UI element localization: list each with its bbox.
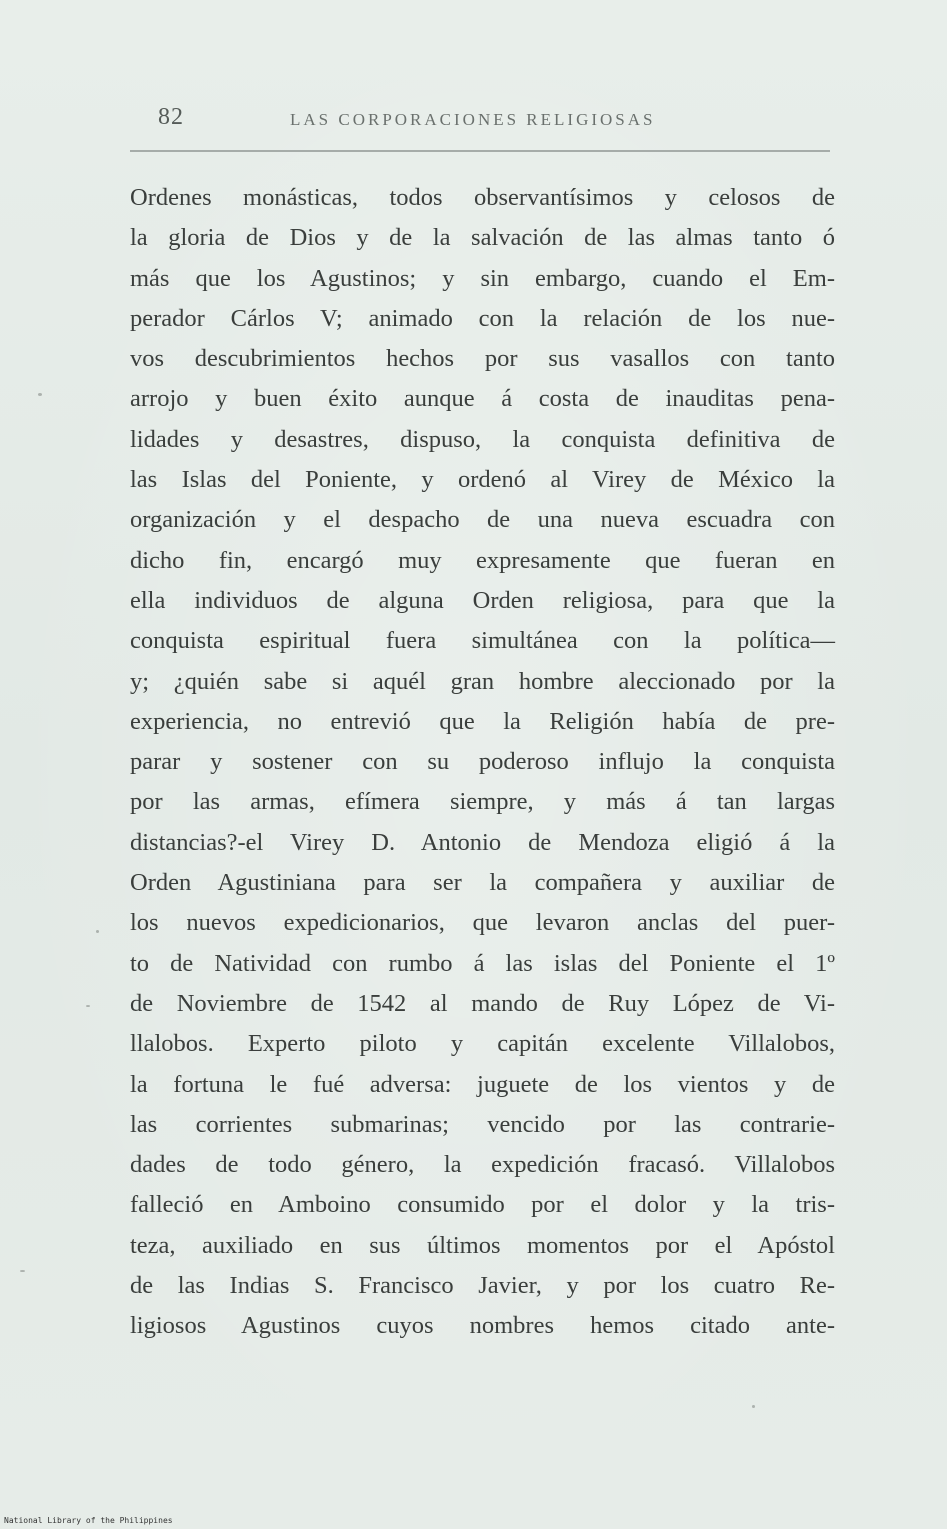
header-rule	[130, 150, 830, 152]
text-line: ligiosos Agustinos cuyos nombres hemos citado ante-	[130, 1312, 835, 1340]
text-line: vos descubrimientos hechos por sus vasallos con tanto	[130, 345, 835, 373]
text-line: las Islas del Poniente, y ordenó al Virey de México la	[130, 466, 835, 494]
text-line: los nuevos expedicionarios, que levaron anclas del puer-	[130, 909, 835, 937]
text-line: la gloria de Dios y de la salvación de las almas tanto ó	[130, 224, 835, 252]
body-text	[130, 178, 835, 1347]
text-line: teza, auxiliado en sus últimos momentos por el Apóstol	[130, 1231, 835, 1259]
scan-speck	[96, 930, 99, 933]
text-line: llalobos. Experto piloto y capitán excelente Villalobos,	[130, 1030, 835, 1058]
library-credit: National Library of the Philippines	[4, 1516, 173, 1525]
scan-speck	[752, 1405, 755, 1408]
text-line: y; ¿quién sabe si aquél gran hombre aleccionado por la	[130, 667, 835, 695]
text-line: dicho fin, encargó muy expresamente que fueran en	[130, 546, 835, 574]
text-line: experiencia, no entrevió que la Religión había de pre-	[130, 707, 835, 735]
text-line: to de Natividad con rumbo á las islas del Poniente el 1º	[130, 949, 835, 977]
text-line: de Noviembre de 1542 al mando de Ruy López de Vi-	[130, 989, 835, 1017]
scan-speck	[38, 393, 42, 396]
text-line: conquista espiritual fuera simultánea con la política—	[130, 627, 835, 655]
text-line: la fortuna le fué adversa: juguete de los vientos y de	[130, 1070, 835, 1098]
text-line: de las Indias S. Francisco Javier, y por los cuatro Re-	[130, 1272, 835, 1300]
text-line: más que los Agustinos; y sin embargo, cuando el Em-	[130, 264, 835, 292]
scan-speck	[20, 1270, 25, 1272]
text-line: Ordenes monásticas, todos observantísimos y celosos de	[130, 184, 835, 211]
text-line: organización y el despacho de una nueva escuadra con	[130, 506, 835, 534]
text-line: ella individuos de alguna Orden religiosa, para que la	[130, 586, 835, 614]
text-line: Orden Agustiniana para ser la compañera y auxiliar de	[130, 869, 835, 897]
running-head: LAS CORPORACIONES RELIGIOSAS	[290, 110, 656, 129]
text-line: arrojo y buen éxito aunque á costa de inauditas pena-	[130, 385, 835, 413]
text-line: falleció en Amboino consumido por el dolor y la tris-	[130, 1191, 835, 1219]
text-line: por las armas, efímera siempre, y más á tan largas	[130, 788, 835, 816]
page-number: 82	[158, 104, 184, 130]
scan-speck	[86, 1005, 90, 1007]
text-line: las corrientes submarinas; vencido por las contrarie-	[130, 1110, 835, 1138]
text-line: distancias?-el Virey D. Antonio de Mendoza eligió á la	[130, 828, 835, 856]
text-line: lidades y desastres, dispuso, la conquista definitiva de	[130, 425, 835, 453]
page-header	[130, 104, 830, 144]
text-line: dades de todo género, la expedición fracasó. Villalobos	[130, 1151, 835, 1179]
text-line: parar y sostener con su poderoso influjo la conquista	[130, 748, 835, 776]
text-line: perador Cárlos V; animado con la relación de los nue-	[130, 304, 835, 332]
